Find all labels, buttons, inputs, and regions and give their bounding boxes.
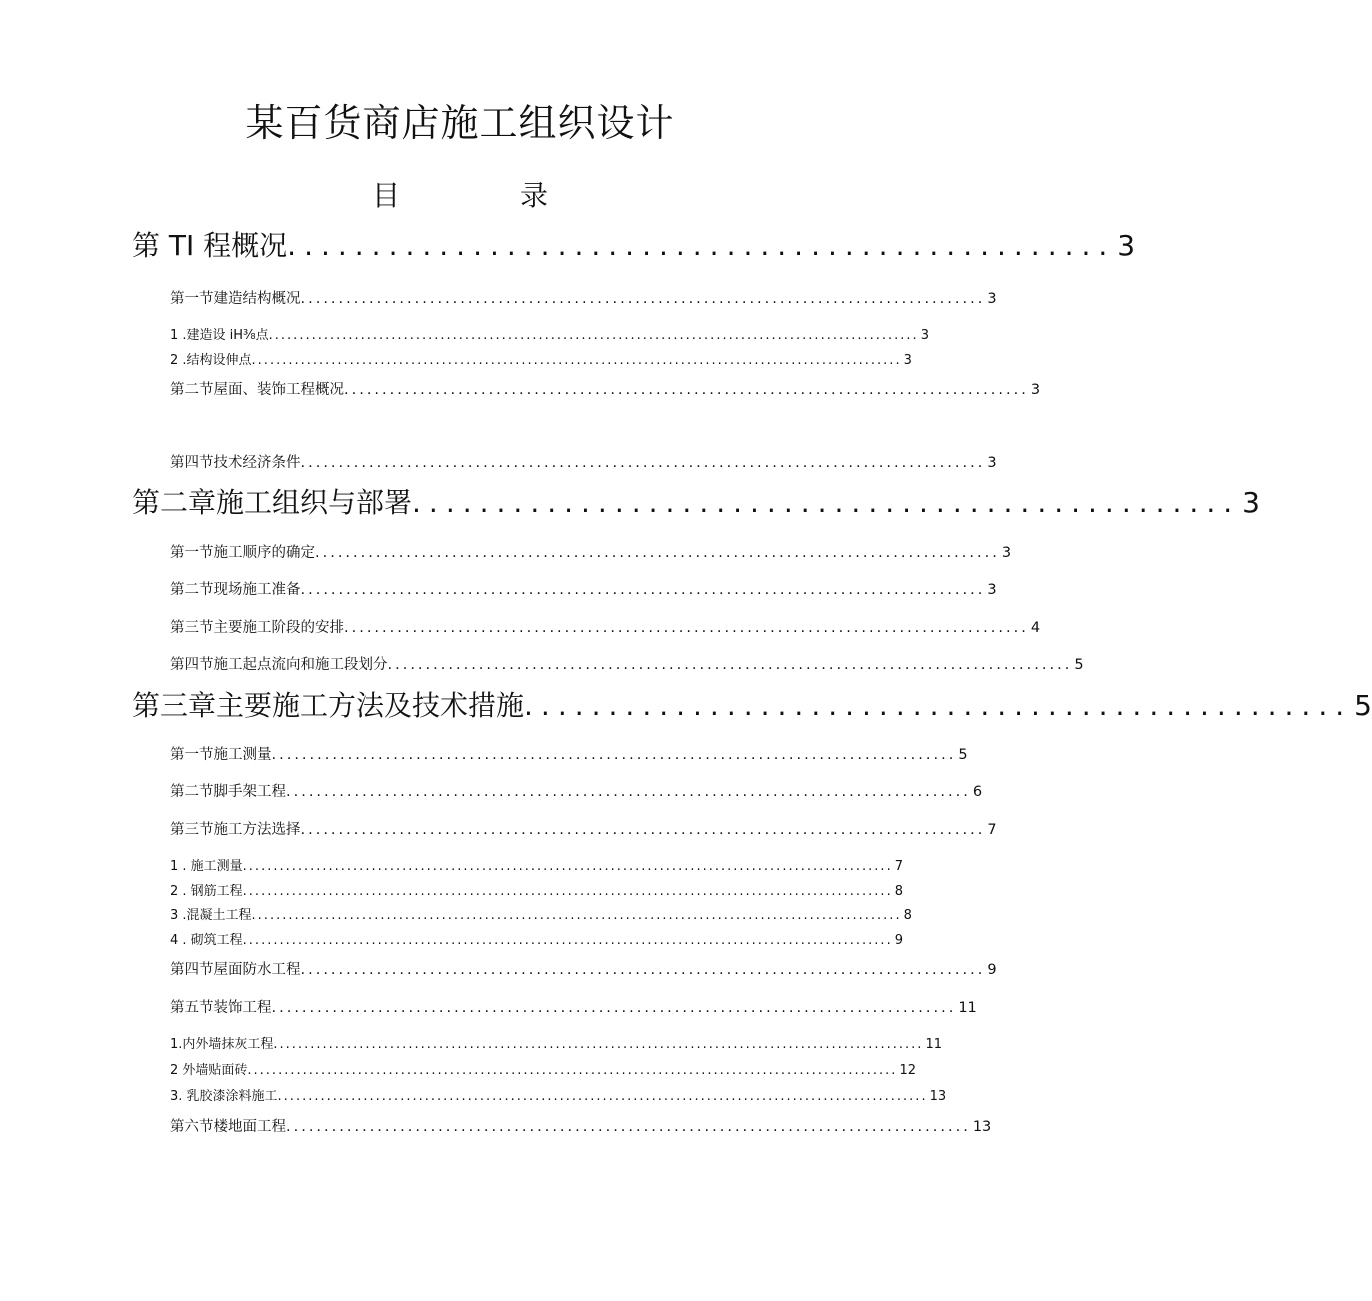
toc-entry-title: 第五节装饰工程 [170, 1000, 272, 1016]
toc-entry-title: 第二章施工组织与部署 [132, 486, 413, 519]
toc-entry-title: 4 . 砌筑工程 [170, 933, 243, 948]
toc-entry-title: 第四节屋面防水工程 [170, 962, 301, 978]
document-title: 某百货商店施工组织设计 [245, 101, 675, 145]
toc-entry-title: 第二节脚手架工程 [170, 784, 286, 800]
toc-entry-page: 3 [903, 353, 912, 368]
toc-subsection[interactable]: 1 . 施工测量 .......................................................................................................... 7 [170, 855, 808, 874]
toc-entry-title: 2 外墙贴面砖 [170, 1063, 248, 1078]
toc-section[interactable]: 第一节施工顺序的确定 .......................................................................................... 3 [170, 541, 808, 562]
toc-entry-page: 8 [903, 908, 912, 923]
toc-entry-title: 1 .建造设 iH⅜点 [170, 328, 269, 343]
toc-heading [0, 174, 920, 214]
toc-entry-page: 11 [925, 1037, 942, 1052]
toc-entry-title: 1 . 施工测量 [170, 859, 243, 874]
toc-subsection[interactable]: 1.内外墙抹灰工程 .......................................................................................................... 11 [170, 1033, 808, 1052]
toc-entry-title: 1.内外墙抹灰工程 [170, 1037, 274, 1052]
toc-entry-page: 3 [1117, 229, 1136, 262]
toc-subsection[interactable]: 2 外墙贴面砖 .......................................................................................................... 12 [170, 1059, 808, 1078]
toc-subsection[interactable]: 3 .混凝土工程 .......................................................................................................... 8 [170, 904, 808, 923]
toc-section[interactable]: 第五节装饰工程 .......................................................................................... 11 [170, 996, 808, 1017]
toc-subsection[interactable]: 3. 乳胶漆涂料施工 .......................................................................................................... 13 [170, 1085, 808, 1104]
toc-section[interactable]: 第一节施工测量 .......................................................................................... 5 [170, 743, 808, 764]
toc-entry-title: 2 .结构设伸点 [170, 353, 252, 368]
toc-entry-title: 第一节施工测量 [170, 747, 272, 763]
toc-entry-page: 8 [894, 884, 903, 899]
toc-entry-title: 第 TI 程概况 [132, 229, 288, 262]
toc-subsection[interactable]: 2 .结构设伸点 .......................................................................................................... 3 [170, 349, 808, 368]
toc-section[interactable]: 第四节施工起点流向和施工段划分 .......................................................................................... 5 [170, 653, 808, 674]
toc-section[interactable]: 第三节施工方法选择 .......................................................................................... 7 [170, 818, 808, 839]
toc-chapter[interactable]: 第 TI 程概况 ................................................. 3 [132, 224, 804, 264]
toc-entry-title: 第二节现场施工准备 [170, 582, 301, 598]
toc-entry-title: 第六节楼地面工程 [170, 1119, 286, 1135]
toc-entry-title: 3. 乳胶漆涂料施工 [170, 1089, 278, 1104]
toc-section[interactable]: 第四节技术经济条件 .......................................................................................... 3 [170, 451, 808, 472]
toc-entry-page: 3 [1242, 486, 1260, 519]
toc-heading-char-1: 目 [371, 179, 400, 212]
toc-chapter[interactable]: 第二章施工组织与部署 ................................................. 3 [132, 481, 804, 521]
toc-entry-title: 第四节施工起点流向和施工段划分 [170, 657, 388, 673]
toc-entry-title: 第四节技术经济条件 [170, 455, 301, 471]
toc-section[interactable]: 第二节现场施工准备 .......................................................................................... 3 [170, 578, 808, 599]
toc-entry-page: 5 [958, 747, 968, 763]
toc-entry-page: 3 [987, 455, 997, 471]
toc-entry-title: 3 .混凝土工程 [170, 908, 252, 923]
toc-entry-title: 第一节建造结构概况 [170, 291, 301, 307]
toc-entry-page: 7 [987, 822, 997, 838]
toc-entry-page: 11 [958, 1000, 977, 1016]
toc-section[interactable]: 第三节主要施工阶段的安排 .......................................................................................... 4 [170, 616, 808, 637]
toc-entry-title: 第三节主要施工阶段的安排 [170, 620, 344, 636]
toc-entry-page: 7 [894, 859, 903, 874]
toc-chapter[interactable]: 第三章主要施工方法及技术措施 ................................................. 5 [132, 684, 804, 724]
toc-section[interactable]: 第四节屋面防水工程 .......................................................................................... 9 [170, 958, 808, 979]
toc-section[interactable]: 第二节屋面、装饰工程概况 .......................................................................................... 3 [170, 378, 808, 399]
toc-entry-page: 3 [1030, 382, 1041, 398]
toc-entry-page: 5 [1354, 689, 1372, 722]
toc-entry-page: 12 [899, 1063, 916, 1078]
toc-subsection[interactable]: 4 . 砌筑工程 .......................................................................................................... 9 [170, 929, 808, 948]
toc-subsection[interactable]: 2 . 钢筋工程 .......................................................................................................... 8 [170, 880, 808, 899]
toc-entry-page: 4 [1030, 620, 1041, 636]
toc-heading-char-2: 录 [520, 179, 549, 212]
toc-entry-page: 3 [1001, 545, 1012, 561]
toc-entry-page: 9 [987, 962, 997, 978]
toc-section[interactable]: 第二节脚手架工程 .......................................................................................... 6 [170, 780, 808, 801]
toc-entry-page: 13 [929, 1089, 947, 1104]
toc-entry-page: 6 [972, 784, 983, 800]
toc-entry-page: 9 [894, 933, 903, 948]
toc-subsection[interactable]: 1 .建造设 iH⅜点 .......................................................................................................... 3 [170, 324, 808, 343]
toc-entry-page: 5 [1074, 657, 1084, 673]
toc-entry-title: 第二节屋面、装饰工程概况 [170, 382, 344, 398]
toc-entry-title: 2 . 钢筋工程 [170, 884, 243, 899]
toc-entry-title: 第一节施工顺序的确定 [170, 545, 315, 561]
toc-section[interactable]: 第一节建造结构概况 .......................................................................................... 3 [170, 287, 808, 308]
toc-entry-title: 第三节施工方法选择 [170, 822, 301, 838]
toc-entry-page: 13 [972, 1119, 992, 1135]
toc-entry-title: 第三章主要施工方法及技术措施 [132, 689, 525, 722]
toc-section[interactable]: 第六节楼地面工程 .......................................................................................... 13 [170, 1115, 808, 1136]
toc-entry-page: 3 [920, 328, 929, 343]
toc-entry-page: 3 [987, 582, 997, 598]
toc-entry-page: 3 [987, 291, 997, 307]
